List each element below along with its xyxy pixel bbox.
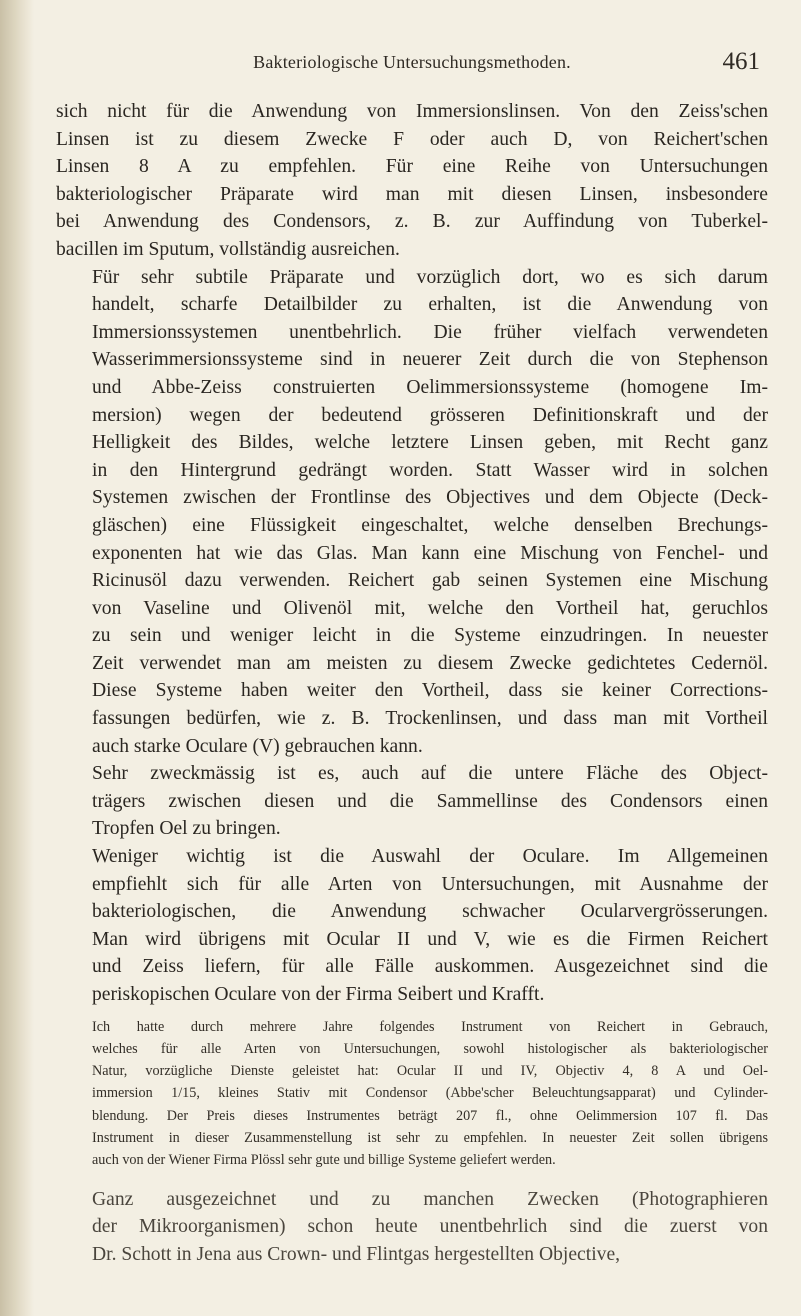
body-paragraph	[56, 264, 768, 761]
main-text	[56, 98, 768, 1009]
body-paragraph	[56, 98, 768, 264]
body-paragraph	[56, 760, 768, 843]
footnote-paragraph	[56, 1016, 768, 1172]
text-line: Wasserimmersionssysteme sind in neuerer Zeit durch die von Stephenson	[92, 349, 768, 371]
text-line: Man wird übrigens mit Ocular II und V, wie es die Firmen Reichert	[92, 928, 768, 950]
text-line: exponenten hat wie das Glas. Man kann eine Mischung von Fenchel- und	[92, 542, 768, 564]
note-line: auch von der Wiener Firma Plössl sehr gute und billige Systeme geliefert werden.	[92, 1152, 556, 1169]
text-line: sich nicht für die Anwendung von Immersionslinsen. Von den Zeiss'schen	[56, 101, 768, 122]
note-line: immersion 1/15, kleines Stativ mit Condensor (Abbe'scher Beleuchtungsapparat) und Cylinder-	[92, 1085, 768, 1102]
text-line: Helligkeit des Bildes, welche letztere Linsen geben, mit Recht ganz	[92, 432, 768, 454]
note-line: Instrument in dieser Zusammenstellung ist sehr zu empfehlen. In neuester Zeit sollen übrigens	[92, 1130, 768, 1147]
note-line: welches für alle Arten von Untersuchungen, sowohl histologischer als bakteriologischer	[92, 1040, 768, 1057]
text-line: Dr. Schott in Jena aus Crown- und Flintgas hergestellten Objective,	[92, 1243, 621, 1265]
book-page	[56, 0, 768, 1316]
note-line: Natur, vorzügliche Dienste geleistet hat: Ocular II und IV, Objectiv 4, 8 A und Oel-	[92, 1063, 768, 1080]
note-line: Ich hatte durch mehrere Jahre folgendes Instrument von Reichert in Gebrauch,	[92, 1018, 768, 1035]
text-line: periskopischen Oculare von der Firma Seibert und Krafft.	[92, 984, 545, 1005]
page-number: 461	[722, 48, 760, 75]
text-line: auch starke Oculare (V) gebrauchen kann.	[92, 735, 423, 757]
text-line: der Mikroorganismen) schon heute unentbehrlich sind die zuerst von	[92, 1216, 768, 1238]
text-line: Zeit verwendet man am meisten zu diesem Zwecke gedichtetes Cedernöl.	[92, 652, 768, 674]
text-line: bakteriologischen, die Anwendung schwacher Ocularvergrösserungen.	[92, 901, 768, 923]
text-line: Für sehr subtile Präparate und vorzüglich dort, wo es sich darum	[92, 266, 768, 288]
text-line: Ganz ausgezeichnet und zu manchen Zwecken (Photographieren	[92, 1188, 768, 1210]
text-line: fassungen bedürfen, wie z. B. Trockenlinsen, und dass man mit Vortheil	[92, 708, 768, 730]
text-line: zu sein und weniger leicht in die Systeme einzudringen. In neuester	[92, 625, 768, 647]
text-line: von Vaseline und Olivenöl mit, welche den Vortheil hat, geruchlos	[92, 597, 768, 619]
text-line: Ricinusöl dazu verwenden. Reichert gab seinen Systemen eine Mischung	[92, 570, 768, 592]
text-line: trägers zwischen diesen und die Sammellinse des Condensors einen	[92, 790, 768, 812]
text-line: bei Anwendung des Condensors, z. B. zur Auffindung von Tuberkel-	[56, 211, 768, 233]
text-line: Immersionssystemen unentbehrlich. Die früher vielfach verwendeten	[92, 321, 768, 343]
text-line: Linsen ist zu diesem Zwecke F oder auch D, von Reichert'schen	[56, 128, 768, 150]
body-paragraph	[56, 843, 768, 1009]
text-line: und Zeiss liefern, für alle Fälle auskommen. Ausgezeichnet sind die	[92, 956, 768, 978]
running-head	[56, 42, 768, 76]
closing-paragraph	[56, 1186, 768, 1269]
text-line: empfiehlt sich für alle Arten von Untersuchungen, mit Ausnahme der	[92, 873, 768, 895]
text-line: in den Hintergrund gedrängt worden. Statt Wasser wird in solchen	[92, 459, 768, 481]
text-line: bakteriologischer Präparate wird man mit diesen Linsen, insbesondere	[56, 183, 768, 205]
text-line: Weniger wichtig ist die Auswahl der Oculare. Im Allgemeinen	[92, 846, 768, 868]
page-body	[56, 98, 768, 1268]
text-line: Sehr zweckmässig ist es, auch auf die untere Fläche des Object-	[92, 763, 768, 785]
text-line: Systemen zwischen der Frontlinse des Objectives und dem Objecte (Deck-	[92, 487, 768, 509]
text-line: und Abbe-Zeiss construierten Oelimmersionssysteme (homogene Im-	[92, 376, 768, 398]
text-line: handelt, scharfe Detailbilder zu erhalten, ist die Anwendung von	[92, 294, 768, 316]
book-binding-shadow	[0, 0, 34, 1316]
text-line: gläschen) eine Flüssigkeit eingeschaltet, welche denselben Brechungs-	[92, 514, 768, 536]
text-line: Linsen 8 A zu empfehlen. Für eine Reihe von Untersuchungen	[56, 156, 768, 178]
text-line: Tropfen Oel zu bringen.	[92, 818, 281, 840]
note-line: blendung. Der Preis dieses Instrumentes beträgt 207 fl., ohne Oelimmersion 107 fl. Das	[92, 1107, 768, 1124]
text-line: mersion) wegen der bedeutend grösseren Definitionskraft und der	[92, 404, 768, 426]
text-line: Diese Systeme haben weiter den Vortheil, dass sie keiner Corrections-	[92, 680, 768, 702]
running-title: Bakteriologische Untersuchungsmethoden.	[253, 52, 571, 72]
text-line: bacillen im Sputum, vollständig ausreichen.	[56, 238, 400, 260]
